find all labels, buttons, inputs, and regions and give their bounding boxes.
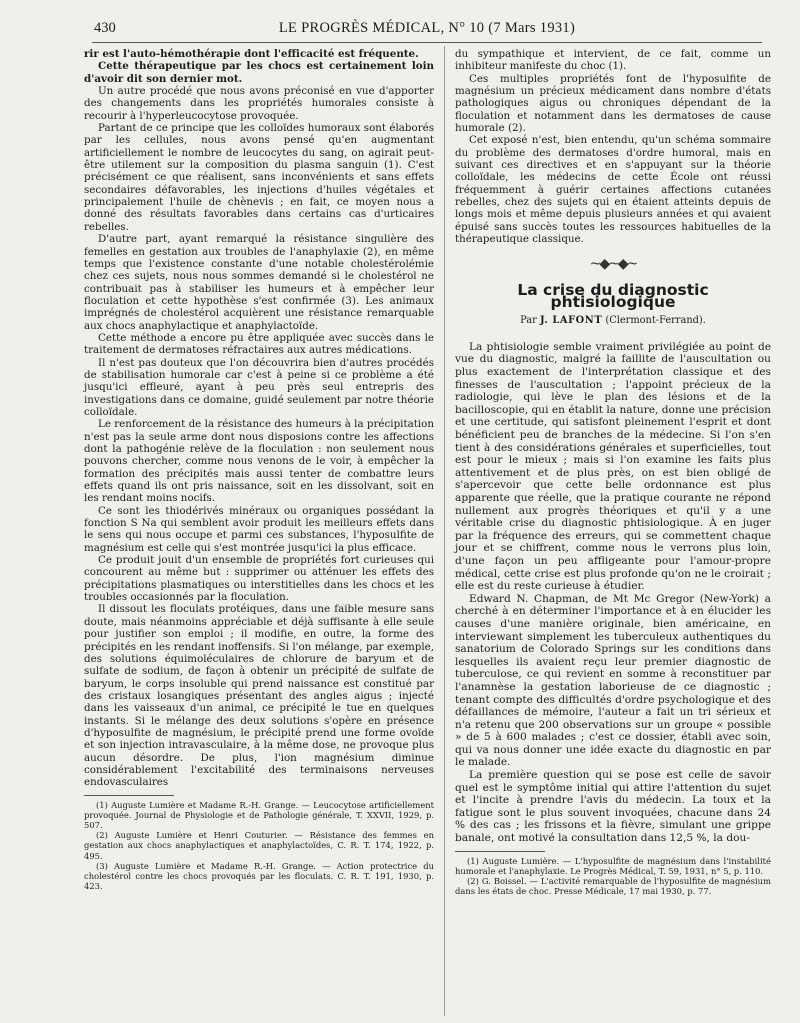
paragraph: La première question qui se pose est celle de savoir quel est le symptôme initial qui attire l'attention du sujet et l'incite à prendre l'avis du médecin. La toux et la fatigue sont le plus souvent invoquées, chacune dans 24 % des cas ; les frissons et la fièvre, simulant une grippe banale, ont motivé la consultation dans 12,5 %, la dou- [455,769,771,845]
paragraph: D'autre part, ayant remarqué la résistance singulière des femelles en gestation aux troubles de l'anaphylaxie (2), en même temps que l'existence constante d'une notable cholestérolémie chez ces sujets, nous nous sommes demandé si le cholestérol ne contribuait pas à stabiliser les humeurs et à empêcher leur floculation et cette hypothèse s'est confirmée (3). Les animaux imprégnés de cholestérol acquièrent une résistance remarquable aux chocs anaphylactique et anaphylactoïde. [84,233,434,332]
paragraph: Cette thérapeutique par les chocs est certainement loin d'avoir dit son dernier mot. [84,60,434,85]
paragraph: Il n'est pas douteux que l'on découvrira bien d'autres procédés de stabilisation humorale car c'est à peine si ce problème a été jusqu'ici effleuré, ayant à peu près seul entrepris des investigations dans ce domaine, guidé seulement par notre théorie colloïdale. [84,356,434,418]
ornament-divider: ~◆~◆~ [589,255,637,272]
paragraph: rir est l'auto-hémothérapie dont l'efficacité est fréquente. [84,48,419,60]
footnote: (2) Auguste Lumière et Henri Couturier. — Résistance des femmes en gestation aux chocs anaphylactiques et anaphylactoïdes, C. R. T. 174, 1922, p. 495. [84,830,434,861]
article-body [455,341,771,845]
footnote-separator [84,795,174,796]
article-title: La crise du diagnostic phtisiologique [517,280,709,312]
footnote-separator [455,851,545,852]
author-name: J. LAFONT [539,314,603,326]
paragraph: Il dissout les floculats protéiques, dans une faible mesure sans doute, mais néanmoins appréciable et déjà suffisante à elle seule pour justifier son emploi ; il modifie, en outre, la forme des précipités en les rendant inoffensifs. Si l'on mélange, par exemple, des solutions équimoléculaires de chlorure de baryum et de sulfate de sodium, de façon à obtenir un précipité de sulfate de baryum, le corps insoluble qui prend naissance est constitué par des cristaux losangiques présentant des angles aigus ; injecté dans les vaisseaux d'un animal, ce précipité le tue en quelques instants. Si le mélange des deux solutions s'opère en présence d'hyposulfite de magnésium, le précipité prend une forme ovoïde et son injection intravasculaire, à la même dose, ne provoque plus aucun désordre. De plus, l'ion magnésium diminue considérablement l'excitabilité des terminaisons nerveuses endovasculaires [84,603,434,789]
right-column [455,48,771,896]
article-byline [455,315,771,327]
left-column [84,48,434,891]
paragraph: Ce sont les thiodérivés minéraux ou organiques possédant la fonction S Na qui semblent avoir produit les meilleurs effets dans le sens qui nous occupe et parmi ces substances, l'hyposulfite de magnésium est celle qui s'est montrée jusqu'ici la plus efficace. [84,504,434,554]
paragraph: Le renforcement de la résistance des humeurs à la précipitation n'est pas la seule arme dont nous disposions contre les affections dont la pathogénie relève de la floculation : non seulement nous pouvons chercher, comme nous venons de le voir, à empêcher la formation des précipités mais aussi tenter de combattre leurs effets quand ils ont pris naissance, soit en les dissolvant, soit en les rendant moins nocifs. [84,418,434,505]
paragraph: Cet exposé n'est, bien entendu, qu'un schéma sommaire du problème des dermatoses d'ordre humoral, mais en suivant ces directives et en s'appuyant sur la théorie colloïdale, les médecins de cette École ont réussi fréquemment à guérir certaines affections cutanées rebelles, chez des sujets qui en étaient atteints depuis de longs mois et même depuis plusieurs années et qui avaient épuisé sans succès toutes les ressources habituelles de la thérapeutique classique. [455,134,771,246]
author-place: (Clermont-Ferrand). [605,314,706,326]
journal-title: LE PROGRÈS MÉDICAL, N° 10 (7 Mars 1931) [278,20,576,36]
paragraph: du sympathique et intervient, de ce fait, comme un inhibiteur manifeste du choc (1). [455,48,771,73]
page-header [92,20,762,43]
paragraph: Cette méthode a encore pu être appliquée avec succès dans le traitement de dermatoses réfractaires aux autres médications. [84,331,434,357]
paragraph: Un autre procédé que nous avons préconisé en vue d'apporter des changements dans les propriétés humorales consiste à recourir à l'hyperleucocytose provoquée. [84,85,434,122]
byline-prefix: Par [520,314,537,326]
column-divider [444,46,445,1016]
footnote: (3) Auguste Lumière et Madame R.-H. Grange. — Action protectrice du cholestérol contre les chocs provoqués par les floculats. C. R. T. 191, 1930, p. 423. [84,860,434,892]
paragraph: Edward N. Chapman, de Mt Mc Gregor (New-York) a cherché à en déterminer l'importance et à en élucider les causes d'une manière originale, bien américaine, en interviewant simplement les tuberculeux authentiques du sanatorium de Colorado Springs sur les conditions dans lesquelles ils avaient reçu leur premier diagnostic de tuberculose, ce qui revient en somme à reconstituer par l'anamnèse la gestation laborieuse de ce diagnostic ; tenant compte des difficultés d'ordre psychologique et des défaillances de mémoire, l'auteur a fait un tri sérieux et n'a retenu que 200 observations sur un groupe « possible » de 5 à 600 malades ; c'est ce dossier, établi avec soin, qui va nous donner une idée exacte du diagnostic en par le malade. [455,592,771,769]
page-number: 430 [94,20,116,36]
paragraph: Ces multiples propriétés font de l'hyposulfite de magnésium un précieux médicament dans nombre d'états pathologiques aigus ou chroniques dépendant de la floculation et notamment dans les dermatoses de cause humorale (2). [455,72,771,135]
footnote: (2) G. Boissel. — L'activité remarquable de l'hyposulfite de magnésium dans les états de choc. Presse Médicale, 17 mai 1930, p. 77. [455,876,771,897]
paragraph: Ce produit jouit d'un ensemble de propriétés fort curieuses qui concourent au même but : supprimer ou atténuer les effets des précipitations plasmatiques ou interstitielles dans les chocs et les troubles occasionnés par la floculation. [84,554,434,604]
footnote: (1) Auguste Lumière. — L'hyposulfite de magnésium dans l'instabilité humorale et l'anaphylaxie. Le Progrès Médical, T. 59, 1931, n° 5, p. 110. [455,855,771,876]
paragraph: La phtisiologie semble vraiment privilégiée au point de vue du diagnostic, malgré la faillite de l'auscultation ou plus exactement de l'interprétation classique et des finesses de l'auscultation ; l'appoint précieux de la radiologie, qui lève le plan des lésions et de la bacilloscopie, qui en établit la nature, donne une précision et une certitude, qui satisfont pleinement l'esprit et dont bénéficient peu de branches de la médecine. Si l'on s'en tient à des considérations générales et superficielles, tout est pour le mieux ; mais si l'on examine les faits plus attentivement et de plus près, on est bien obligé de s'apercevoir que cette belle ordonnance est plus apparente que réelle, que la pratique courante ne répond nullement aux progrès théoriques et qu'il y a une véritable crise du diagnostic phtisiologique. À en juger par la fréquence des erreurs, qui se commettent chaque jour et se chiffrent, comme nous le verrons plus loin, d'une façon un peu affligeante pour l'amour-propre médical, cette crise est plus profonde qu'on ne le croirait ; elle est du reste curieuse à étudier. [455,340,771,593]
footnote: (1) Auguste Lumière et Madame R.-H. Grange. — Leucocytose artificiellement provoquée. Journal de Physiologie et de Pathologie générale, T. XXVII, 1929, p. 507. [84,799,434,831]
paragraph: Partant de ce principe que les colloïdes humoraux sont élaborés par les cellules, nous avons pensé qu'en augmentant artificiellement le nombre de leucocytes du sang, on agirait peut-être utilement sur la composition du plasma sanguin (1). C'est précisément ce que réalisent, sans inconvénients et sans effets secondaires défavorables, les injections d'huiles végétales et principalement l'huile de chènevis ; en fait, ce moyen nous a donné des résultats favorables dans certains cas d'urticaires rebelles. [84,122,434,233]
